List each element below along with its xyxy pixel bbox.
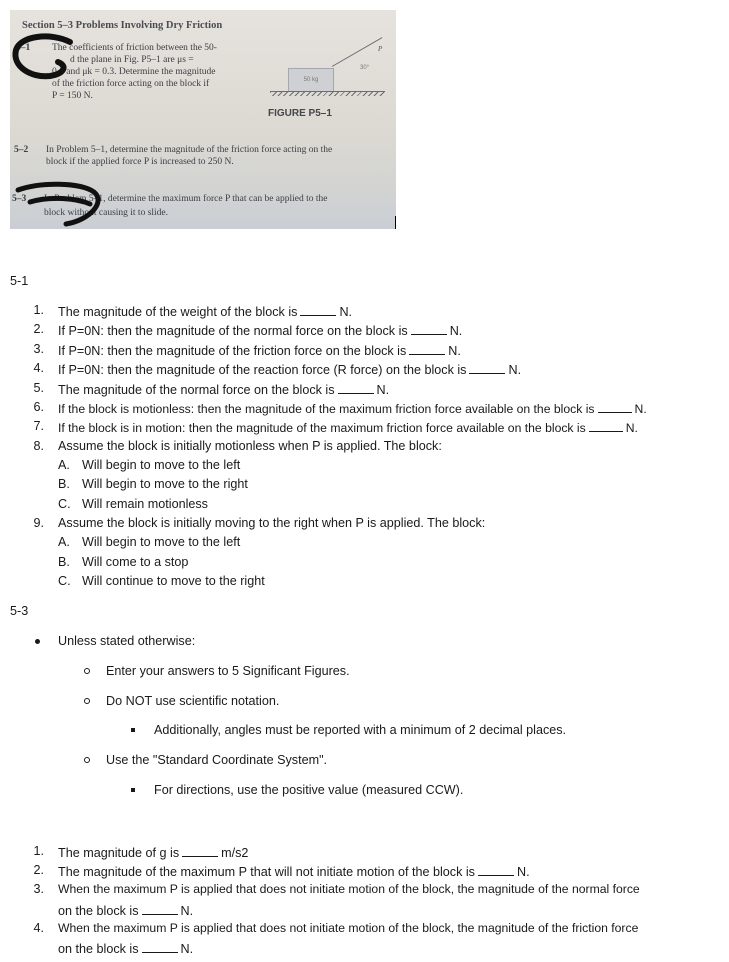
option-9-b-letter: B.: [58, 555, 70, 569]
unit-label: N.: [516, 865, 530, 879]
unit-label: N.: [448, 344, 461, 358]
option-8-c-letter: C.: [58, 497, 71, 511]
force-rope: [332, 37, 383, 67]
item-number: 3.: [33, 882, 44, 896]
answer-blank[interactable]: [182, 844, 218, 857]
item-number: 6.: [33, 400, 44, 414]
question-text: on the block is: [58, 904, 139, 918]
circle-bullet-icon: [84, 757, 90, 763]
answer-blank[interactable]: [409, 342, 445, 355]
answer-blank[interactable]: [411, 322, 447, 335]
section-heading-5-1: 5-1: [10, 274, 29, 288]
option-8-b[interactable]: Will begin to move to the right: [82, 477, 248, 491]
question-text: If P=0N: then the magnitude of the friction force on the block is: [58, 344, 407, 358]
block-label: 50 kg: [303, 77, 319, 83]
answer-blank[interactable]: [300, 303, 336, 316]
unit-label: N.: [634, 402, 647, 416]
instruction-angles: Additionally, angles must be reported with a minimum of 2 decimal places.: [154, 723, 567, 737]
circle-bullet-icon: [84, 698, 90, 704]
item-number: 2.: [33, 863, 44, 877]
question-text: If P=0N: then the magnitude of the reaction force (R force) on the block is: [58, 363, 467, 377]
force-label: P: [378, 45, 383, 53]
unit-label: m/s2: [221, 846, 249, 860]
question-5-1-8: Assume the block is initially motionless when P is applied. The block:: [58, 439, 442, 453]
unit-label: N.: [449, 324, 463, 338]
section-header: Section 5–3 Problems Involving Dry Friction: [22, 20, 223, 31]
instruction-sig-figs: Enter your answers to 5 Significant Figures.: [106, 664, 350, 678]
instruction-directions: For directions, use the positive value (measured CCW).: [154, 783, 464, 797]
item-number: 7.: [33, 419, 44, 433]
question-5-1-7: [58, 419, 638, 436]
question-5-3-4: When the maximum P is applied that does not initiate motion of the block, the magnitude of the friction force: [58, 921, 639, 935]
problem-number-5-2: 5–2: [14, 145, 29, 155]
question-text: The magnitude of g is: [58, 846, 180, 860]
answer-blank[interactable]: [598, 400, 632, 413]
option-9-a[interactable]: Will begin to move to the left: [82, 535, 241, 549]
angle-label: 30°: [360, 65, 370, 71]
question-text: If the block is in motion: then the magnitude of the maximum friction force available on the block is: [58, 421, 586, 435]
question-text: on the block is: [58, 942, 139, 956]
question-text: The magnitude of the weight of the block is: [58, 305, 298, 319]
square-bullet-icon: [131, 728, 135, 732]
bullet-icon: [35, 639, 40, 644]
answer-blank[interactable]: [338, 381, 374, 394]
problem-5-3-line-1: In Problem 5–1, determine the maximum force P that can be applied to the: [44, 194, 328, 204]
item-number: 1.: [33, 844, 44, 858]
question-5-1-9: Assume the block is initially moving to the right when P is applied. The block:: [58, 516, 486, 530]
item-number: 8.: [33, 439, 44, 453]
instruction-coord: Use the "Standard Coordinate System".: [106, 753, 328, 767]
option-8-b-letter: B.: [58, 477, 70, 491]
answer-blank[interactable]: [589, 419, 623, 432]
problem-5-1-line-2: d the plane in Fig. P5–1 are μs =: [70, 55, 194, 65]
unit-label: N.: [180, 904, 194, 918]
item-number: 9.: [33, 516, 44, 530]
figure-label: FIGURE P5–1: [268, 108, 332, 119]
question-5-3-2: [58, 863, 530, 880]
option-9-c-letter: C.: [58, 574, 71, 588]
question-5-3-4-cont: [58, 940, 193, 957]
unit-label: N.: [339, 305, 353, 319]
problem-5-1-line-3: 0.4 and μk = 0.3. Determine the magnitude: [52, 67, 216, 77]
problem-number-5-1: 5–1: [16, 43, 31, 53]
option-9-a-letter: A.: [58, 535, 70, 549]
question-5-3-1: [58, 844, 248, 861]
item-number: 5.: [33, 381, 44, 395]
option-8-a[interactable]: Will begin to move to the left: [82, 458, 241, 472]
problem-5-3-line-2: block without causing it to slide.: [44, 208, 169, 218]
question-text: If the block is motionless: then the magnitude of the maximum friction force available on the block is: [58, 402, 595, 416]
square-bullet-icon: [131, 788, 135, 792]
item-number: 3.: [33, 342, 44, 356]
question-text: The magnitude of the normal force on the block is: [58, 383, 335, 397]
option-9-c[interactable]: Will continue to move to the right: [82, 574, 265, 588]
answer-blank[interactable]: [142, 902, 178, 915]
unit-label: N.: [508, 363, 522, 377]
question-5-3-3-cont: [58, 902, 193, 919]
problem-number-5-3: 5–3: [12, 194, 27, 204]
problem-5-1-line-4: of the friction force acting on the block if: [52, 79, 210, 89]
instruction-no-sci: Do NOT use scientific notation.: [106, 694, 280, 708]
item-number: 2.: [33, 322, 44, 336]
instructions-lead: Unless stated otherwise:: [58, 634, 196, 648]
question-5-1-4: [58, 361, 521, 378]
item-number: 4.: [33, 921, 44, 935]
option-9-b[interactable]: Will come to a stop: [82, 555, 189, 569]
unit-label: N.: [180, 942, 194, 956]
option-8-c[interactable]: Will remain motionless: [82, 497, 208, 511]
answer-blank[interactable]: [469, 361, 505, 374]
answer-blank[interactable]: [478, 863, 514, 876]
text-cursor: [395, 216, 396, 229]
problem-5-2-line-1: In Problem 5–1, determine the magnitude of the friction force acting on the: [46, 145, 333, 155]
question-5-3-3: When the maximum P is applied that does not initiate motion of the block, the magnitude of the normal force: [58, 882, 640, 896]
unit-label: N.: [376, 383, 390, 397]
textbook-photo: [10, 10, 396, 229]
block-figure: [288, 68, 334, 92]
question-text: The magnitude of the maximum P that will not initiate motion of the block is: [58, 865, 475, 879]
unit-label: N.: [625, 421, 638, 435]
ground-hatch: [270, 91, 385, 96]
question-5-1-1: [58, 303, 352, 320]
option-8-a-letter: A.: [58, 458, 70, 472]
problem-5-2-line-2: block if the applied force P is increased to 250 N.: [46, 157, 234, 167]
question-5-1-5: [58, 381, 389, 398]
answer-blank[interactable]: [142, 940, 178, 953]
item-number: 1.: [33, 303, 44, 317]
problem-5-1-line-1: The coefficients of friction between the 50-: [52, 43, 217, 53]
circle-bullet-icon: [84, 668, 90, 674]
question-5-1-3: [58, 342, 461, 359]
question-text: If P=0N: then the magnitude of the normal force on the block is: [58, 324, 408, 338]
question-5-1-2: [58, 322, 462, 339]
section-heading-5-3: 5-3: [10, 604, 29, 618]
problem-5-1-line-5: P = 150 N.: [52, 91, 93, 101]
question-5-1-6: [58, 400, 647, 417]
item-number: 4.: [33, 361, 44, 375]
